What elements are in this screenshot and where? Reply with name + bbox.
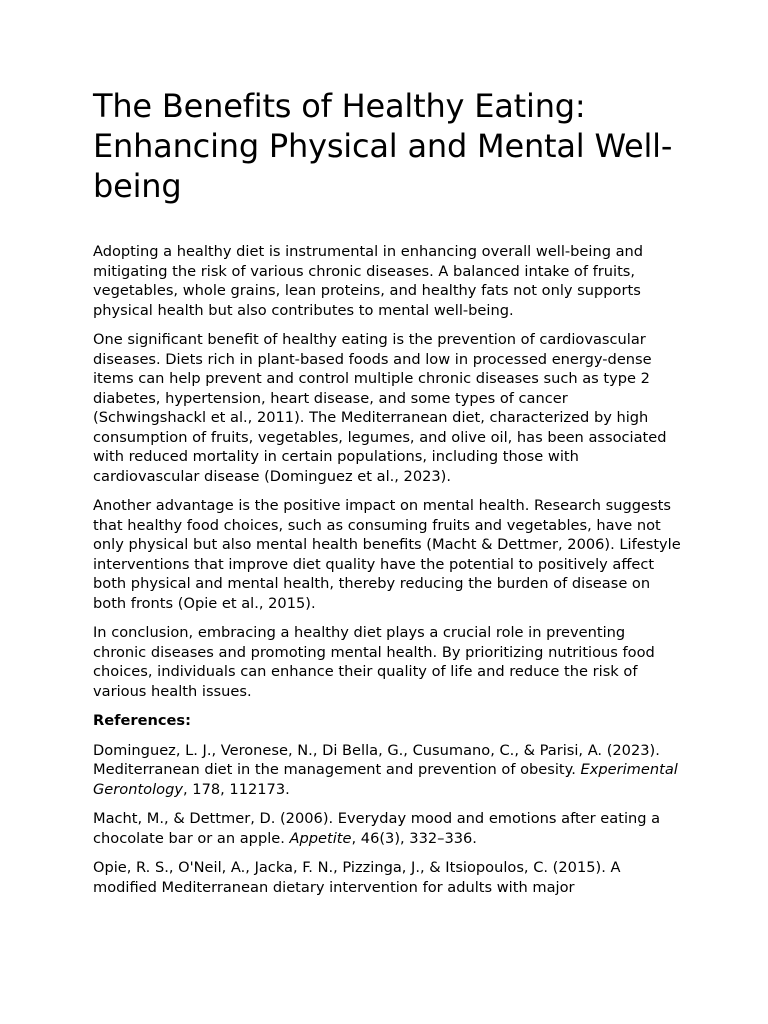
reference-item (93, 809, 683, 848)
paragraph-mental-health: Another advantage is the positive impact on mental health. Research suggests that healthy food choices, such as consuming fruits and vegetables, have not only physical but also mental health benefits (Macht & Dettmer, 2006). Lifestyle interventions that improve diet quality have the potential to positively affect both physical and mental health, thereby reducing the burden of disease on both fronts (Opie et al., 2015). (93, 497, 681, 612)
paragraph-cardiovascular: One significant benefit of healthy eating is the prevention of cardiovascular diseases. Diets rich in plant-based foods and low in processed energy-dense items can help prevent and control multiple chronic diseases such as type 2 diabetes, hypertension, heart disease, and some types of cancer (Schwingshackl et al., 2011). The Mediterranean diet, characterized by high consumption of fruits, vegetables, legumes, and olive oil, has been associated with reduced mortality in certain populations, including those with cardiovascular disease (Dominguez et al., 2023). (93, 331, 667, 485)
document-title: The Benefits of Healthy Eating: Enhancing Physical and Mental Well-being (93, 87, 673, 205)
reference-details: , 46(3), 332–336. (351, 829, 477, 847)
reference-text: Dominguez, L. J., Veronese, N., Di Bella, G., Cusumano, C., & Parisi, A. (2023). Mediterranean diet in the management and prevention of obesity. (93, 741, 660, 778)
reference-details: , 178, 112173. (183, 780, 290, 798)
paragraph-intro: Adopting a healthy diet is instrumental in enhancing overall well-being and mitigating the risk of various chronic diseases. A balanced intake of fruits, vegetables, whole grains, lean proteins, and healthy fats not only supports physical health but also contributes to mental well-being. (93, 243, 644, 319)
reference-text: Opie, R. S., O'Neil, A., Jacka, F. N., Pizzinga, J., & Itsiopoulos, C. (2015). A modified Mediterranean dietary intervention for adults with major (93, 859, 621, 896)
paragraph-conclusion: In conclusion, embracing a healthy diet plays a crucial role in preventing chronic diseases and promoting mental health. By prioritizing nutritious food choices, individuals can enhance their quality of life and reduce the risk of various health issues. (93, 624, 655, 700)
reference-text: Macht, M., & Dettmer, D. (2006). Everyday mood and emotions after eating a chocolate bar or an apple. (93, 810, 661, 847)
reference-item (93, 858, 683, 897)
reference-journal: Experimental Gerontology (93, 761, 678, 798)
references-heading: References: (93, 712, 191, 729)
document-page (93, 86, 683, 907)
reference-journal: Appetite (289, 829, 352, 847)
reference-item (93, 741, 683, 800)
